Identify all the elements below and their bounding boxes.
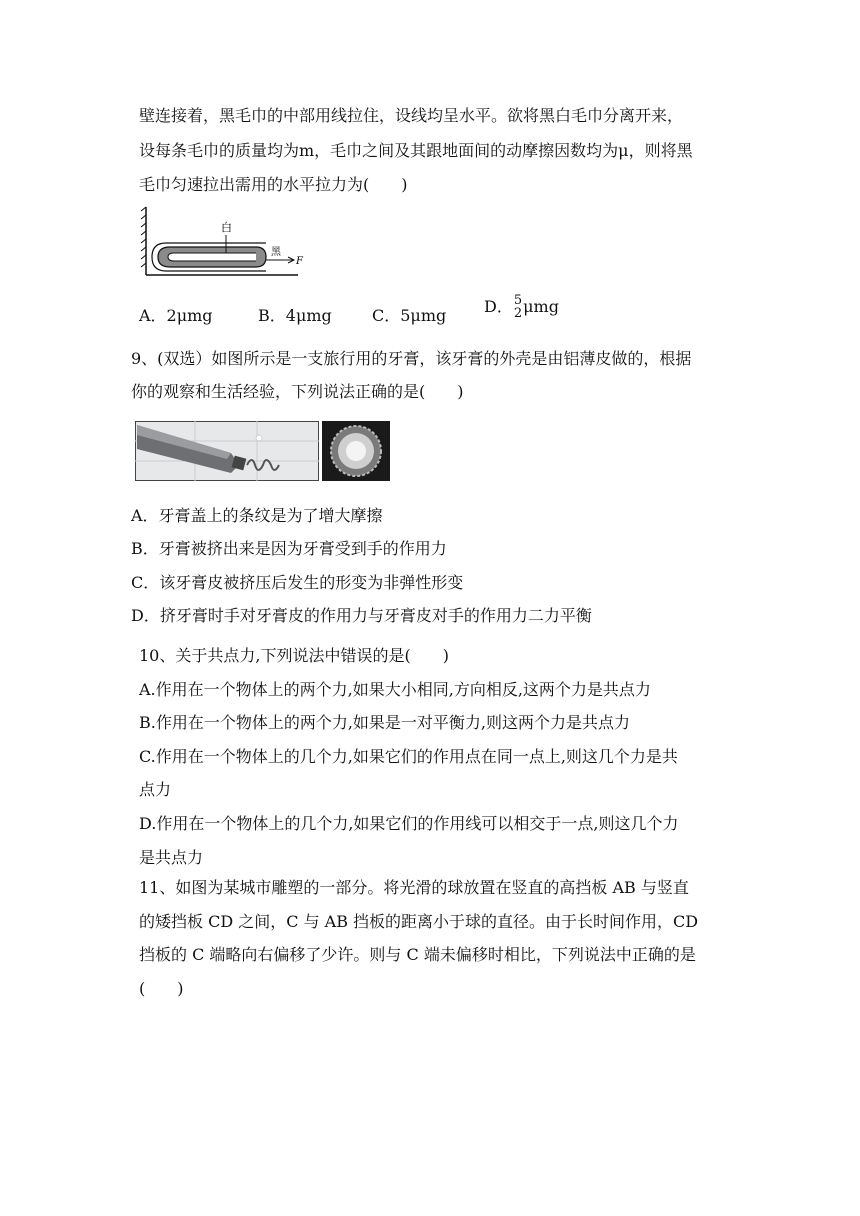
black-towel-label: 黑 (271, 247, 281, 258)
q8-stem-line-1: 壁连接着，黑毛巾的中部用线拉住，设线均呈水平。欲将黑白毛巾分离开来， (139, 106, 684, 125)
towel-figure (138, 205, 308, 281)
white-towel-label: 白 (221, 221, 232, 234)
toothpaste-photo (135, 421, 319, 481)
q9-option-b[interactable]: B．牙膏被挤出来是因为牙膏受到手的作用力 (131, 539, 447, 558)
q9-option-a[interactable]: A．牙膏盖上的条纹是为了增大摩擦 (131, 506, 383, 525)
q10-option-d-line-1[interactable]: D.作用在一个物体上的几个力,如果它们的作用线可以相交于一点,则这几个力 (139, 814, 679, 833)
q8-option-d[interactable] (484, 294, 559, 320)
q8-option-b[interactable]: B．4μmg (258, 306, 332, 325)
q8-stem-line-3: 毛巾匀速拉出需用的水平拉力为( ) (139, 175, 408, 194)
q10-option-c-line-2[interactable]: 点力 (139, 780, 172, 799)
q8-option-c[interactable]: C．5μmg (372, 306, 447, 325)
q11-stem-line-2: 的矮挡板 CD 之间，C 与 AB 挡板的距离小于球的直径。由于长时间作用，CD (139, 912, 699, 931)
force-label: F (296, 256, 303, 267)
q10-stem: 10、关于共点力,下列说法中错误的是( ) (139, 646, 449, 665)
fraction-numerator: 5 (513, 293, 523, 308)
fraction (514, 294, 522, 320)
q10-option-a[interactable]: A.作用在一个物体上的两个力,如果大小相同,方向相反,这两个力是共点力 (139, 680, 651, 699)
q8-option-a[interactable]: A．2μmg (139, 306, 213, 325)
q11-stem-line-1: 11、如图为某城市雕塑的一部分。将光滑的球放置在竖直的高挡板 AB 与竖直 (139, 878, 689, 897)
q10-option-d-line-2[interactable]: 是共点力 (139, 848, 204, 867)
q11-stem-line-3: 挡板的 C 端略向右偏移了少许。则与 C 端未偏移时相比，下列说法中正确的是 (139, 945, 696, 964)
toothpaste-cap-photo (322, 421, 390, 481)
q8-option-d-prefix: D． (484, 297, 513, 316)
q9-stem-line-2: 你的观察和生活经验，下列说法正确的是( ) (131, 382, 464, 401)
fraction-denominator: 2 (513, 306, 523, 321)
q8-stem-line-2: 设每条毛巾的质量均为m，毛巾之间及其跟地面间的动摩擦因数均为μ，则将黑 (139, 141, 693, 160)
q11-stem-line-4: ( ) (139, 979, 184, 998)
q9-stem-line-1: 9、(双选）如图所示是一支旅行用的牙膏，该牙膏的外壳是由铝薄皮做的，根据 (131, 349, 692, 368)
q9-option-c[interactable]: C．该牙膏皮被挤压后发生的形变为非弹性形变 (131, 573, 464, 592)
q10-option-c-line-1[interactable]: C.作用在一个物体上的几个力,如果它们的作用点在同一点上,则这几个力是共 (139, 747, 678, 766)
q8-option-d-suffix: μmg (523, 297, 559, 316)
q10-option-b[interactable]: B.作用在一个物体上的两个力,如果是一对平衡力,则这两个力是共点力 (139, 713, 631, 732)
q9-option-d[interactable]: D．挤牙膏时手对牙膏皮的作用力与牙膏皮对手的作用力二力平衡 (131, 606, 592, 625)
